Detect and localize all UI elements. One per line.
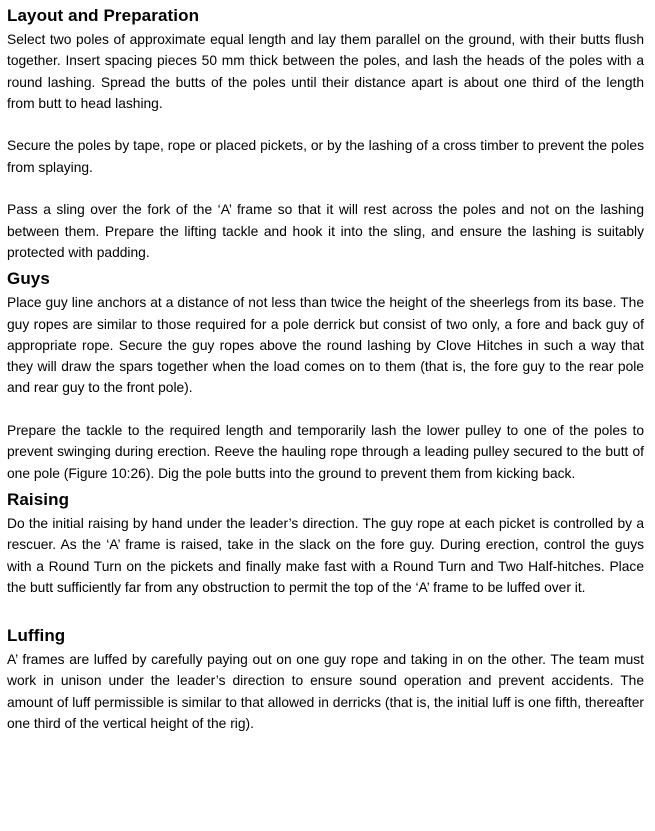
- section-guys: [7, 269, 644, 484]
- section-layout-and-preparation: [7, 6, 644, 263]
- section-heading: Guys: [7, 269, 50, 289]
- section-heading: Luffing: [7, 626, 66, 646]
- section-luffing: [7, 626, 644, 734]
- paragraph: Secure the poles by tape, rope or placed pickets, or by the lashing of a cross timber to prevent the poles from splaying.: [7, 138, 644, 175]
- paragraph: Pass a sling over the fork of the ‘A’ frame so that it will rest across the poles and not on the lashing between them. Prepare the lifting tackle and hook it into the sling, and ensure the lashing is suitably protected with padding.: [7, 202, 644, 260]
- paragraph: Do the initial raising by hand under the leader’s direction. The guy rope at each picket is controlled by a rescuer. As the ‘A’ frame is raised, take in the slack on the fore guy. During erection, control the guys with a Round Turn on the pickets and finally make fast with a Round Turn and Two Half-hitches. Place the butt sufficiently far from any obstruction to permit the top of the ‘A’ frame to be luffed over it.: [7, 515, 644, 595]
- paragraph: Select two poles of approximate equal length and lay them parallel on the ground, with their butts flush together. Insert spacing pieces 50 mm thick between the poles, and lash the heads of the poles with a round lashing. Spread the butts of the poles until their distance apart is about one third of the length from butt to head lashing.: [7, 32, 644, 111]
- paragraph: A’ frames are luffed by carefully paying out on one guy rope and taking in on the other. The team must work in unison under the leader’s direction to ensure sound operation and prevent accidents. The amount of luff permissible is similar to that allowed in derricks (that is, the initial luff is one fifth, thereafter one third of the vertical height of the rig).: [7, 652, 644, 732]
- section-heading: Raising: [7, 489, 70, 509]
- section-heading: Layout and Preparation: [7, 6, 200, 25]
- paragraph: Place guy line anchors at a distance of not less than twice the height of the sheerlegs from its base. The guy ropes are similar to those required for a pole derrick but consist of two only, a fore and back guy of appropriate rope. Secure the guy ropes above the round lashing by Clove Hitches in such a way that they will draw the spars together when the load comes on to them (that is, the fore guy to the rear pole and rear guy to the front pole).: [7, 295, 644, 396]
- paragraph: Prepare the tackle to the required length and temporarily lash the lower pulley to one of the poles to prevent swinging during erection. Reeve the hauling rope through a leading pulley secured to the butt of one pole (Figure 10:26). Dig the pole butts into the ground to prevent them from kicking back.: [7, 423, 644, 481]
- section-raising: [7, 490, 644, 598]
